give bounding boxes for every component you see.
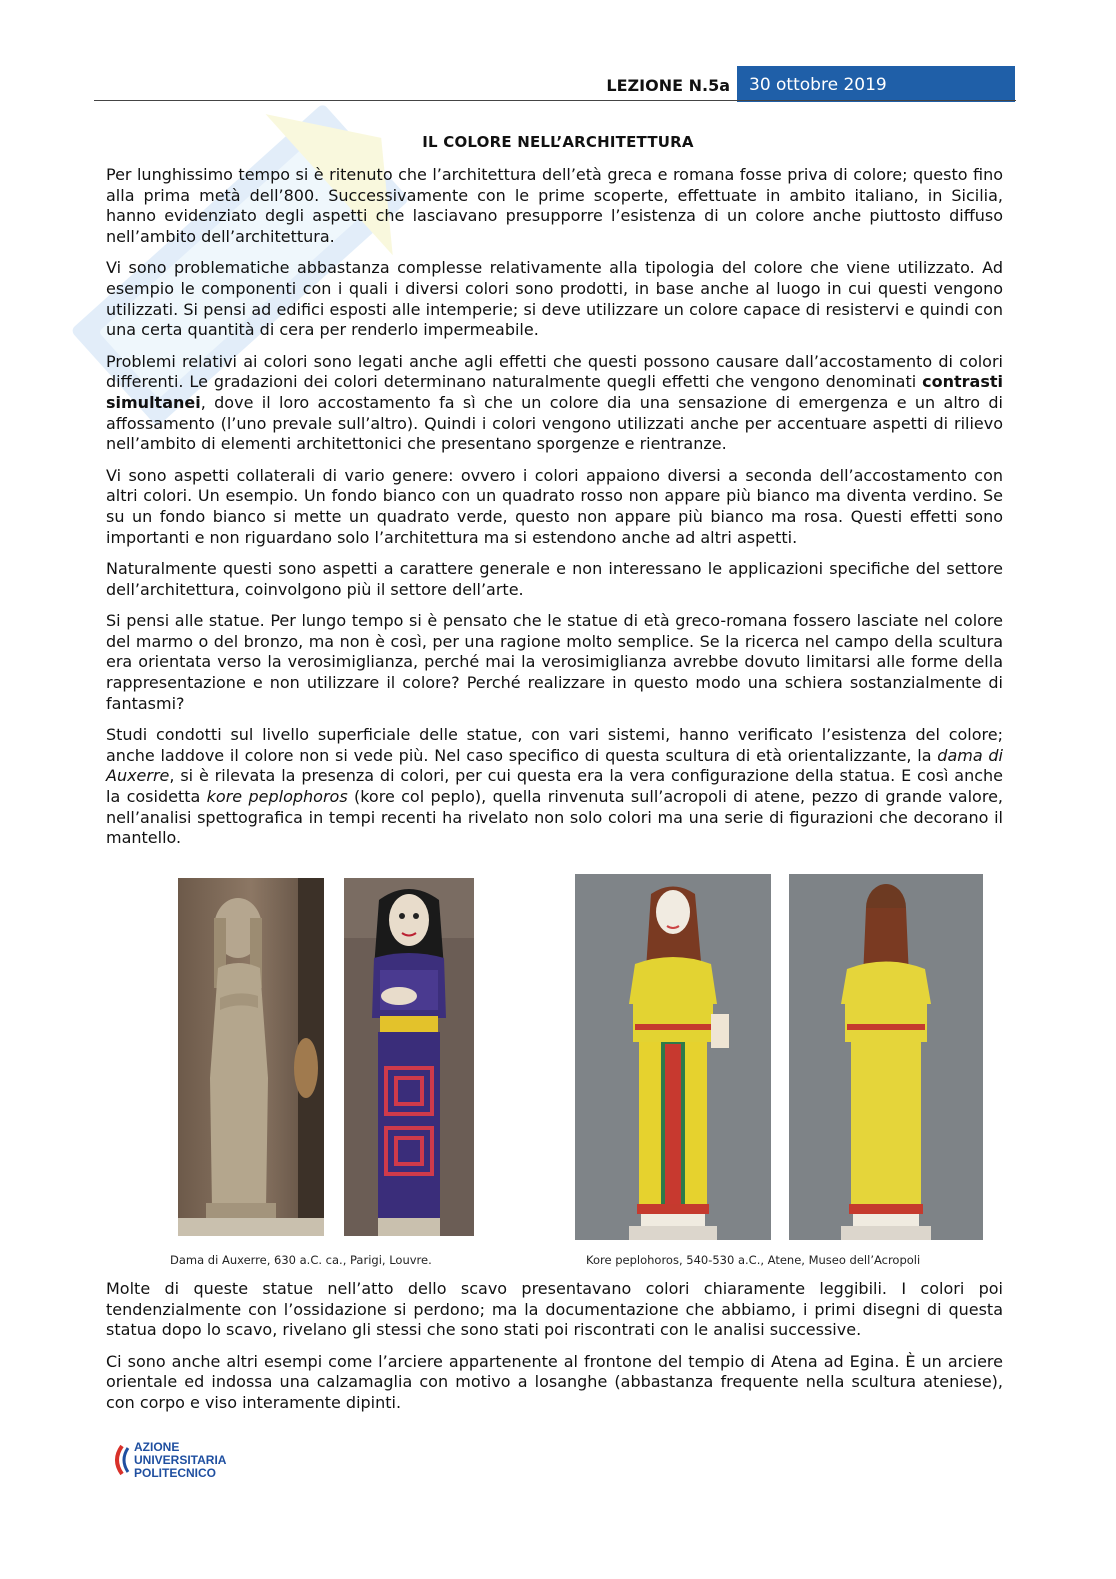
italic-term-2: kore peplophoros — [206, 787, 348, 807]
paragraph-4: Vi sono aspetti collaterali di vario genere: ovvero i colori appaiono diversi a seconda dell’accostamento con altri colori. Un esempio. Un fondo bianco con un quadrato rosso non appare più bianco ma diventa verdino. Se su un fondo bianco si mette un quadrato verde, questo non appare più bianco ma rosa. Questi effetti sono importanti e non riguardano solo l’architettura ma si estendono anche ad altri aspetti. — [106, 465, 1003, 547]
paragraph-3-text-a: Problemi relativi ai colori sono legati anche agli effetti che questi possono causare dall’accostamento di colori differenti. Le gradazioni dei colori determinano naturalmente quegli effetti che vengono denominati — [106, 351, 1003, 392]
figures-area — [170, 872, 990, 1272]
kore-front-image — [575, 874, 771, 1240]
dama-auxerre-painted-image — [344, 878, 474, 1236]
paragraph-3-text-b: , dove il loro accostamento fa sì che un colore dia una sensazione di emergenza e un altro di affossamento (l’uno prevale sull’altro). Quindi i colori vengono utilizzati anche per accentuare aspetti di rilievo nell’ambito di elementi architettonici che presentano sporgenze e rientranze. — [106, 392, 1003, 454]
paragraph-5: Naturalmente questi sono aspetti a carattere generale e non interessano le applicazioni specifiche del settore dell’architettura, coinvolgono più il settore dell’arte. — [106, 559, 1003, 599]
dama-auxerre-stone-image — [178, 878, 324, 1236]
paragraph-3 — [106, 352, 1003, 455]
header-divider — [94, 100, 1016, 101]
paragraph-1: Per lunghissimo tempo si è ritenuto che l’architettura dell’età greca e romana fosse priva di colore; questo fino alla prima metà dell’800. Successivamente con le prime scoperte, effettuate in ambito italiano, in Sicilia, hanno evidenziato degli aspetti che lasciavano presupporre l’esistenza di un colore anche piuttosto diffuso nell’ambito dell’architettura. — [106, 165, 1003, 246]
caption-kore: Kore peplohoros, 540-530 a.C., Atene, Museo dell’Acropoli — [586, 1253, 921, 1267]
kore-back-image — [789, 874, 983, 1240]
logo-line-3: POLITECNICO — [134, 1466, 217, 1480]
paragraph-7-text-b: , si è rilevata la presenza di colori, per cui questa era la vera configurazione della statua. E così anche la cosidetta — [106, 766, 1003, 807]
paragraph-6: Si pensi alle statue. Per lungo tempo si è pensato che le statue di età greco-romana fossero lasciate nel colore del marmo o del bronzo, ma non è così, per una ragione molto semplice. Se la ricerca nel campo della scultura era orientata verso la verosimiglianza, perché mai la verosimiglianza avrebbe dovuto limitarsi alle forme della rappresentazione e non utilizzare il colore? Perché realizzare in questo modo una schiera sostanzialmente di fantasmi? — [106, 611, 1003, 713]
bold-term: contrasti simultanei — [106, 372, 1003, 412]
continued-text — [106, 1279, 1003, 1425]
logo-red-arc — [117, 1446, 122, 1474]
page-title: IL COLORE NELL’ARCHITETTURA — [422, 133, 694, 151]
main-text — [106, 165, 1003, 860]
azione-universitaria-logo — [112, 1440, 247, 1480]
logo-line-1: AZIONE — [134, 1440, 180, 1454]
italic-term-1: dama di Auxerre — [106, 745, 1003, 786]
paragraph-7 — [106, 725, 1003, 849]
logo-line-2: UNIVERSITARIA — [134, 1453, 227, 1467]
caption-dama-auxerre: Dama di Auxerre, 630 a.C. ca., Parigi, Louvre. — [170, 1253, 432, 1267]
paragraph-2: Vi sono problematiche abbastanza complesse relativamente alla tipologia del colore che viene utilizzato. Ad esempio le componenti con i quali i diversi colori sono prodotti, in base anche al luogo in cui questi vengono utilizzati. Si pensi ad edifici esposti alle intemperie; si deve utilizzare un colore capace di resistervi e quindi con una certa quantità di cera per renderlo impermeabile. — [106, 258, 1003, 340]
paragraph-9: Ci sono anche altri esempi come l’arciere appartenente al frontone del tempio di Atena ad Egina. È un arciere orientale ed indossa una calzamaglia con motivo a losanghe (abbastanza frequente nella scultura ateniese), con corpo e viso interamente dipinti. — [106, 1351, 1003, 1412]
logo-blue-arc — [124, 1448, 128, 1472]
paragraph-7-text-c: (kore col peplo), quella rinvenuta sull’acropoli di atene, pezzo di grande valore, nell’analisi spettografica in tempi recenti ha rivelato non solo colori ma una serie di figurazioni che decorano il mantello. — [106, 787, 1003, 848]
paragraph-7-text-a: Studi condotti sul livello superficiale delle statue, con vari sistemi, hanno verificato l’esistenza del colore; anche laddove il colore non si vede più. Nel caso specifico di questa scultura di età orientalizzante, la — [106, 725, 1003, 765]
lesson-number: LEZIONE N.5a — [606, 76, 730, 95]
paragraph-8: Molte di queste statue nell’atto dello scavo presentavano colori chiaramente leggibili. I colori poi tendenzialmente con l’ossidazione si perdono; ma la documentazione che abbiamo, i primi disegni di questa statua dopo lo scavo, rivelano gli stessi che sono stati poi riscontrati con le analisi successive. — [106, 1279, 1003, 1340]
lesson-date: 30 ottobre 2019 — [737, 66, 1015, 102]
